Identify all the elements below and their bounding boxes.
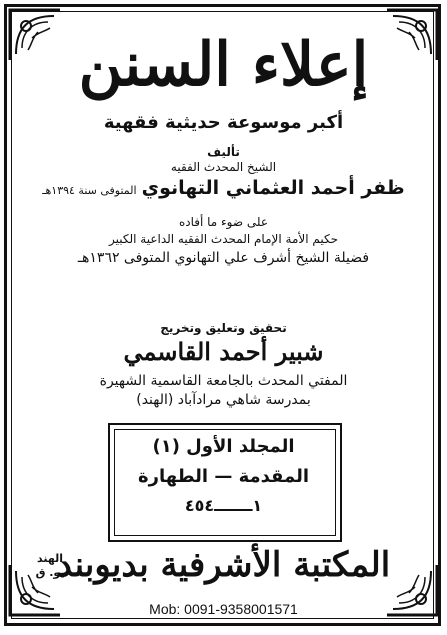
volume-number: المجلد الأول (١): [152, 436, 295, 457]
volume-pages: ١ـــــــ٤٥٤: [184, 496, 263, 515]
teacher-title: حكيم الأمة الإمام المحدث الفقيه الداعية الكبير: [108, 232, 339, 246]
editing-label: تحقيق وتعليق وتخريج: [160, 321, 287, 335]
guidance-intro: على ضوء ما أفاده: [178, 215, 269, 229]
publisher-country: الهند: [36, 552, 63, 565]
volume-sections: المقدمة — الطهارة: [137, 466, 310, 487]
teacher-name: فضيلة الشيخ أشرف علي التهانوي المتوفى ١٣٦٢هـ: [77, 250, 370, 266]
book-title: إعلاء السنن: [78, 30, 369, 100]
editor-location: بمدرسة شاهي مرادآباد (الهند): [136, 392, 311, 408]
mobile-number: Mob: 0091-9358001571: [149, 601, 298, 617]
publisher-name: المكتبة الأشرفية بديوبند: [56, 545, 391, 585]
publisher-extra: يو. ق: [35, 566, 65, 579]
author-title: الشيخ المحدث الفقيه: [170, 160, 277, 174]
book-subtitle: أكبر موسوعة حديثية فقهية: [103, 112, 344, 133]
authorship-label: تأليف: [207, 145, 240, 159]
author-name: ظفر أحمد العثماني التهانوي: [141, 177, 405, 199]
editor-name: شبير أحمد القاسمي: [123, 337, 324, 366]
editor-position: المفتي المحدث بالجامعة القاسمية الشهيرة: [99, 373, 348, 389]
author-death: المتوفى سنة ١٣٩٤هـ: [42, 184, 137, 197]
publisher-side-note: [30, 552, 70, 580]
author-line: [0, 177, 447, 199]
